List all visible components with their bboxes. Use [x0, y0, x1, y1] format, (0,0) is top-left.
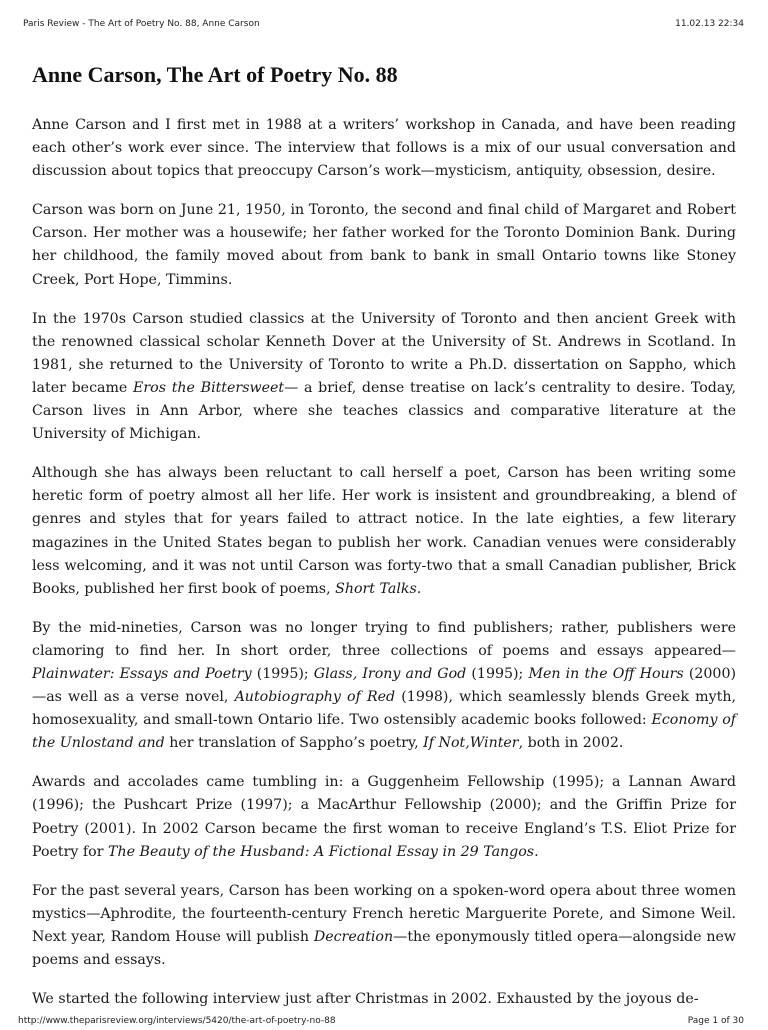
print-footer — [18, 1016, 744, 1030]
text-run: Awards and accolades came tumbling in: a Guggenheim Fellowship (1995); a Lannan Award (1996); the Pushcart Prize (1997); a MacArthur Fellowship (2000); and the Griffin Prize for Poetry (2001). In 2002 Carson became the first woman to receive England’s T.S. Eliot Prize for Poetry for — [32, 774, 736, 860]
italic-title-run: Glass, Irony and God — [313, 665, 467, 682]
text-run: Although she has always been reluctant to call herself a poet, Carson has been writing some heretic form of poetry almost all her life. Her work is insistent and groundbreaking, a blend of genres and styles that for years failed to attract notice. In the late eighties, a few literary magazines in the United States began to publish her work. Canadian venues were considerably less welcoming, and it was not until Carson was forty-two that a small Canadian publisher, Brick Books, published her first book of poems, — [32, 465, 736, 597]
text-run: (1995); — [251, 665, 314, 682]
article-body — [32, 58, 736, 1027]
article-paragraphs — [32, 114, 736, 1011]
article-paragraph — [32, 462, 736, 601]
text-run: — a brief, dense treatise on lack’s centrality to desire. Today, Carson lives in Ann Arbor, where she teaches classics and comparative literature at the University of Michigan. — [32, 379, 736, 443]
article-paragraph — [32, 308, 736, 447]
text-run: We started the following interview just after Christmas in 2002. Exhausted by the joyous de- — [32, 991, 699, 1008]
print-header — [23, 19, 744, 33]
text-run: (1995); — [466, 665, 529, 682]
text-run: , both in 2002. — [518, 735, 624, 752]
text-run: . — [416, 580, 422, 597]
article-paragraph — [32, 617, 736, 756]
italic-title-run: Economy of the Unlostand and — [32, 712, 737, 752]
header-datetime: 11.02.13 22:34 — [675, 19, 744, 29]
text-run: her translation of Sappho’s poetry, — [164, 735, 424, 752]
italic-title-run: Men in the Off Hours — [528, 665, 684, 682]
italic-title-run: Decreation — [313, 928, 394, 945]
text-run: In the 1970s Carson studied classics at the University of Toronto and then ancient Greek with the renowned classical scholar Kenneth Dover at the University of St. Andrews in Scotland. In 1981, she returned to the University of Toronto to write a Ph.D. dissertation on Sappho, which later became — [32, 310, 736, 396]
article-paragraph — [32, 114, 736, 183]
italic-title-run: Plainwater: Essays and Poetry — [32, 665, 252, 682]
italic-title-run: The Beauty of the Husband: A Fictional Essay in 29 Tangos — [108, 843, 535, 860]
text-run: By the mid-nineties, Carson was no longer trying to find publishers; rather, publishers were clamoring to find her. In short order, three collections of poems and essays appeared— — [32, 619, 736, 659]
text-run: Carson was born on June 21, 1950, in Toronto, the second and final child of Margaret and Robert Carson. Her mother was a housewife; her father worked for the Toronto Dominion Bank. During her childhood, the family moved about from bank to bank in small Ontario towns like Stoney Creek, Port Hope, Timmins. — [32, 202, 736, 288]
article-paragraph — [32, 199, 736, 291]
italic-title-run: Autobiography of Red — [234, 689, 396, 706]
footer-url: http://www.theparisreview.org/interviews/5420/the-art-of-poetry-no-88 — [18, 1016, 336, 1026]
italic-title-run: Short Talks — [335, 580, 417, 597]
article-paragraph — [32, 988, 736, 1011]
text-run: Anne Carson and I first met in 1988 at a writers’ workshop in Canada, and have been reading each other’s work ever since. The interview that follows is a mix of our usual conversation and discussion about topics that preoccupy Carson’s work—mysticism, antiquity, obsession, desire. — [32, 117, 736, 180]
italic-title-run: Eros the Bittersweet — [133, 379, 285, 396]
footer-page-number: Page 1 of 30 — [687, 1016, 744, 1026]
article-paragraph — [32, 880, 736, 972]
article-paragraph — [32, 771, 736, 863]
header-page-title: Paris Review - The Art of Poetry No. 88, Anne Carson — [23, 19, 260, 29]
text-run: For the past several years, Carson has been working on a spoken-word opera about three women mystics—Aphrodite, the fourteenth-century French heretic Marguerite Porete, and Simone Weil. Next year, Random House will publish — [32, 882, 736, 945]
text-run: (1998), which seamlessly blends Greek myth, homosexuality, and small-town Ontario life. Two ostensibly academic books followed: — [32, 689, 737, 729]
text-run: (2000)—as well as a verse novel, — [32, 665, 737, 706]
italic-title-run: If Not,Winter — [423, 735, 519, 752]
article-title: Anne Carson, The Art of Poetry No. 88 — [32, 62, 398, 87]
text-run: —the eponymously titled opera—alongside new poems and essays. — [32, 928, 736, 968]
text-run: . — [534, 843, 539, 860]
